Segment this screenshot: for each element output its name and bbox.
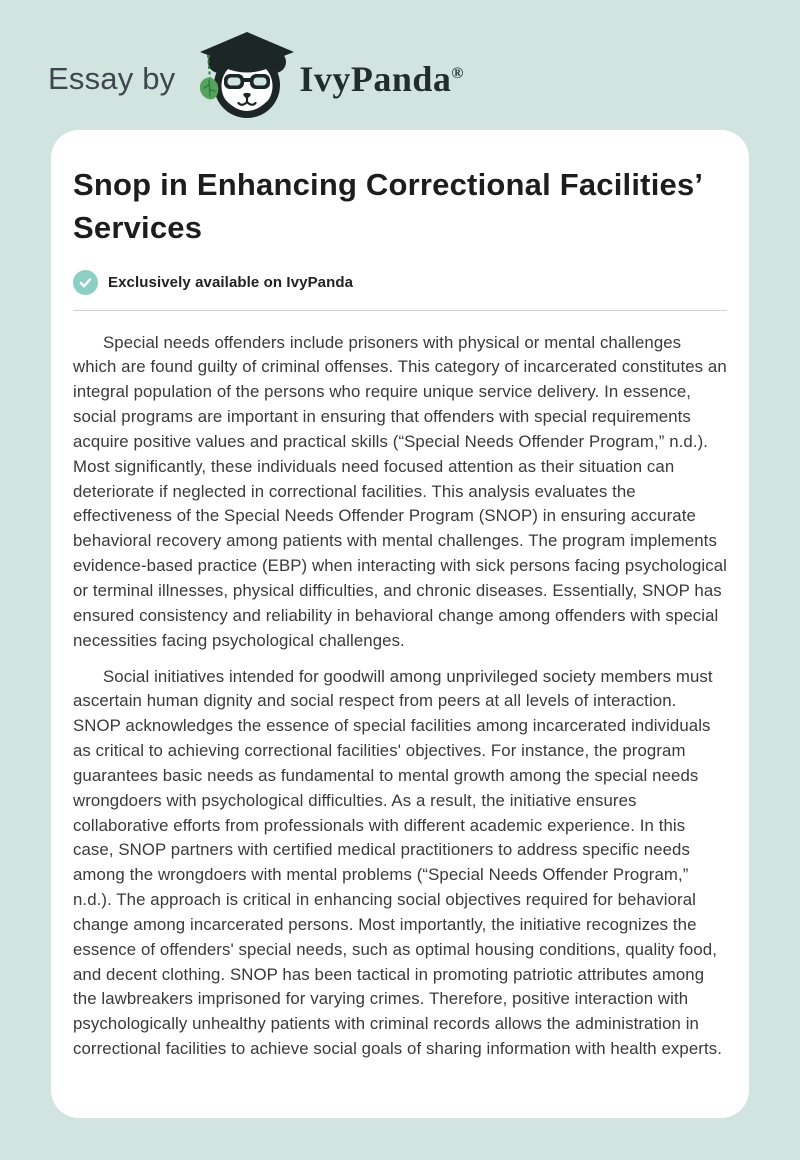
- header: [0, 0, 800, 130]
- divider: [73, 310, 727, 311]
- essay-body: [73, 331, 727, 1062]
- exclusivity-text: Exclusively available on IvyPanda: [108, 273, 354, 291]
- registered-mark: ®: [451, 65, 464, 82]
- essay-paragraph-1: Special needs offenders include prisoners with physical or mental challenges which are found guilty of criminal offenses. This category of incarcerated constitutes an integral population of the persons who require unique service delivery. In essence, social programs are important in ensuring that offenders with special requirements acquire positive values and practical skills (“Special Needs Offender Program,” n.d.). Most significantly, these individuals need focused attention as their situation can deteriorate if neglected in correctional facilities. This analysis evaluates the effectiveness of the Special Needs Offender Program (SNOP) in ensuring accurate behavioral recovery among patients with mental challenges. The program implements evidence-based practice (EBP) when interacting with sick persons facing psychological or terminal illnesses, physical difficulties, and chronic diseases. Essentially, SNOP has ensured consistency and reliability in behavioral change among offenders with special necessities facing psychological challenges.: [73, 332, 727, 650]
- essay-card: [51, 130, 749, 1118]
- checkmark-icon: [73, 270, 98, 295]
- essay-by-label: Essay by: [48, 61, 176, 96]
- ivypanda-panda-logo-icon: [191, 30, 295, 122]
- brand-text: IvyPanda: [299, 59, 452, 99]
- essay-title: Snop in Enhancing Correctional Facilities’ Services: [73, 167, 702, 245]
- essay-paragraph-2: Social initiatives intended for goodwill among unprivileged society members must ascertain human dignity and social respect from peers at all levels of interaction. SNOP acknowledges the essence of special facilities among incarcerated individuals as critical to achieving correctional facilities' objectives. For instance, the program guarantees basic needs as fundamental to mental growth among the special needs wrongdoers with psychological difficulties. As a result, the initiative ensures collaborative efforts from professionals with different academic experience. In this case, SNOP partners with certified medical practitioners to address specific needs among the wrongdoers with mental problems (“Special Needs Offender Program,” n.d.). The approach is critical in enhancing social objectives required for behavioral change among incarcerated persons. Most importantly, the initiative recognizes the essence of offenders' special needs, such as optimal housing conditions, quality food, and decent clothing. SNOP has been tactical in promoting patriotic attributes among the lawbreakers imprisoned for varying crimes. Therefore, positive interaction with psychologically unhealthy patients with criminal records allows the administration in correctional facilities to achieve social goals of sharing information with health experts.: [73, 666, 722, 1059]
- exclusivity-badge: [73, 270, 727, 295]
- brand-name: [299, 58, 464, 100]
